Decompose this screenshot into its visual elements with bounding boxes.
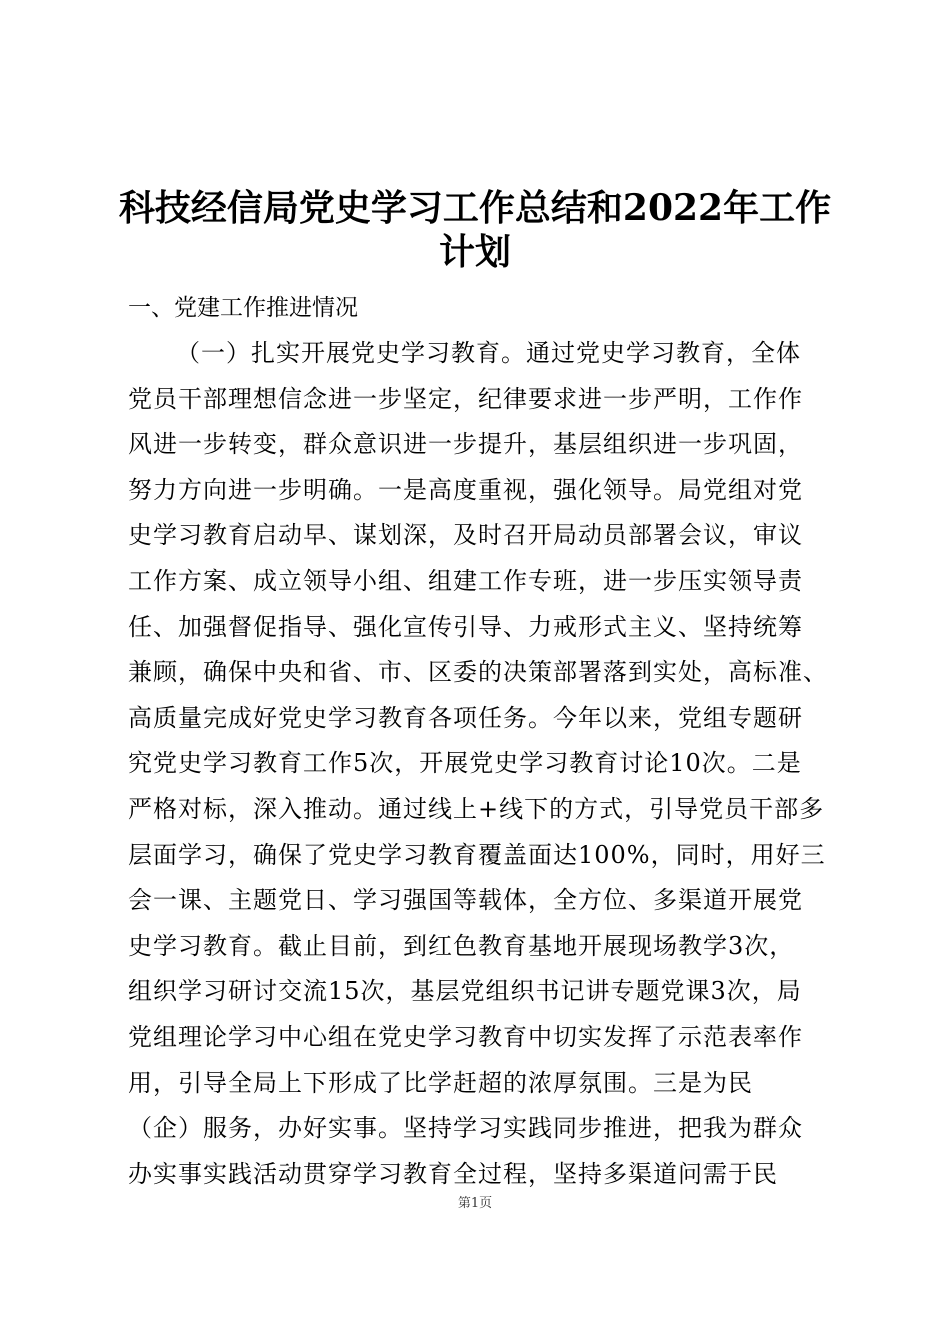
paragraph-line: 办实事实践活动贯穿学习教育全过程，坚持多渠道问需于民 xyxy=(128,1159,778,1188)
paragraph-line: 层面学习，确保了党史学习教育覆盖面达100%，同时，用好三 xyxy=(128,840,826,869)
document-title-line-2: 计划 xyxy=(438,231,511,273)
paragraph-line: 工作方案、成立领导小组、组建工作专班，进一步压实领导责 xyxy=(128,566,803,595)
document-title-line-1: 科技经信局党史学习工作总结和2022年工作 xyxy=(118,187,832,229)
paragraph-line: 风进一步转变，群众意识进一步提升，基层组织进一步巩固， xyxy=(128,430,803,459)
paragraph-line: （一）扎实开展党史学习教育。通过党史学习教育，全体 xyxy=(176,339,801,367)
paragraph-line: 史学习教育。截止目前，到红色教育基地开展现场教学3次， xyxy=(128,931,795,960)
paragraph-line: 党组理论学习中心组在党史学习教育中切实发挥了示范表率作 xyxy=(128,1022,803,1051)
paragraph-line: 组织学习研讨交流15次，基层党组织书记讲专题党课3次，局 xyxy=(128,977,802,1006)
paragraph-line: 任、加强督促指导、强化宣传引导、力戒形式主义、坚持统筹 xyxy=(128,612,803,641)
paragraph-line: 兼顾，确保中央和省、市、区委的决策部署落到实处，高标准、 xyxy=(128,658,828,687)
paragraph-line: 会一课、主题党日、学习强国等载体，全方位、多渠道开展党 xyxy=(128,886,803,915)
paragraph-line: （企）服务，办好实事。坚持学习实践同步推进，把我为群众 xyxy=(128,1114,803,1143)
paragraph-line: 史学习教育启动早、谋划深，及时召开局动员部署会议，审议 xyxy=(128,521,803,550)
paragraph-line: 努力方向进一步明确。一是高度重视，强化领导。局党组对党 xyxy=(128,475,803,504)
paragraph-line: 高质量完成好党史学习教育各项任务。今年以来，党组专题研 xyxy=(128,703,803,732)
paragraph-line: 究党史学习教育工作5次，开展党史学习教育讨论10次。二是 xyxy=(128,749,802,778)
paragraph-line: 党员干部理想信念进一步坚定，纪律要求进一步严明，工作作 xyxy=(128,384,803,413)
paragraph-line: 用，引导全局上下形成了比学赶超的浓厚氛围。三是为民 xyxy=(128,1068,753,1097)
section-heading: 一、党建工作推进情况 xyxy=(128,295,358,321)
paragraph-body xyxy=(128,331,828,1197)
page-number: 第1页 xyxy=(457,1196,493,1211)
paragraph-line: 严格对标，深入推动。通过线上+线下的方式，引导党员干部多 xyxy=(128,794,825,823)
